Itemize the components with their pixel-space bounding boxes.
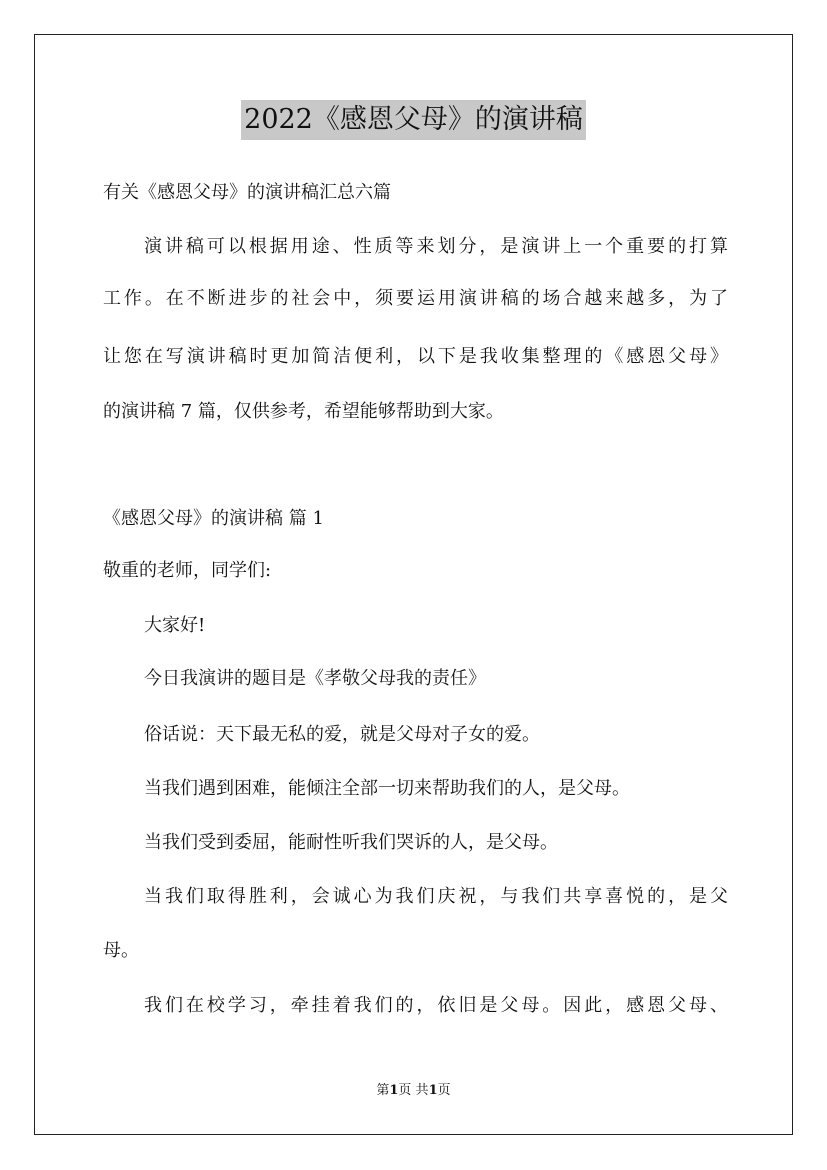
body-line-8: 我们在校学习，牵挂着我们的，依旧是父母。因此，感恩父母、 — [144, 995, 728, 1016]
body-line-6: 当我们取得胜利，会诚心为我们庆祝，与我们共享喜悦的，是父 — [144, 886, 728, 907]
footer-page-mid: 页 共 — [398, 1083, 429, 1098]
section-heading: 《感恩父母》的演讲稿 篇 1 — [103, 508, 324, 529]
document-title: 2022《感恩父母》的演讲稿 — [241, 100, 586, 140]
footer-page-number: 1 — [389, 1083, 399, 1098]
intro-line-3: 让您在写演讲稿时更加简洁便利，以下是我收集整理的《感恩父母》 — [103, 346, 728, 367]
title-container — [0, 100, 827, 140]
page-footer — [0, 1082, 827, 1100]
body-line-3: 俗话说：天下最无私的爱，就是父母对子女的爱。 — [144, 724, 540, 745]
intro-line-4: 的演讲稿 7 篇，仅供参考，希望能够帮助到大家。 — [103, 401, 504, 422]
body-line-4: 当我们遇到困难，能倾注全部一切来帮助我们的人，是父母。 — [144, 778, 630, 799]
intro-line-2: 工作。在不断进步的社会中，须要运用演讲稿的场合越来越多，为了 — [103, 288, 728, 309]
body-line-1: 大家好! — [144, 615, 206, 636]
intro-line-1: 演讲稿可以根据用途、性质等来划分，是演讲上一个重要的打算 — [144, 236, 728, 257]
body-line-2: 今日我演讲的题目是《孝敬父母我的责任》 — [144, 668, 486, 689]
footer-page-total: 1 — [428, 1083, 438, 1098]
subtitle: 有关《感恩父母》的演讲稿汇总六篇 — [103, 182, 391, 203]
body-line-5: 当我们受到委屈，能耐性听我们哭诉的人，是父母。 — [144, 832, 558, 853]
footer-page-prefix: 第 — [376, 1083, 390, 1098]
footer-page-suffix: 页 — [437, 1083, 451, 1098]
body-line-7: 母。 — [103, 940, 139, 961]
salutation: 敬重的老师，同学们: — [103, 560, 272, 581]
